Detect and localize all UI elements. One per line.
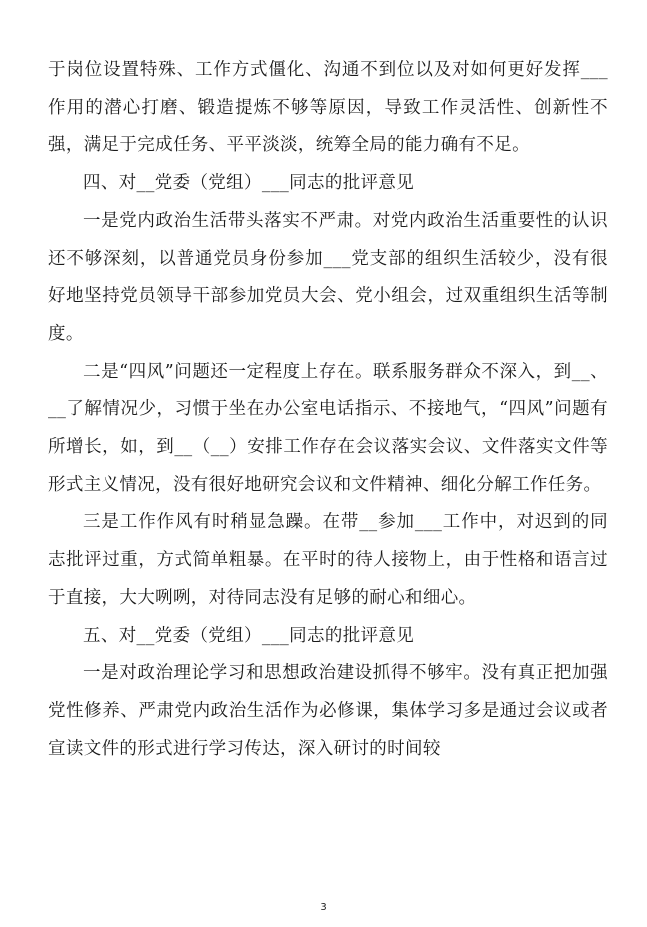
page-number: 3 xyxy=(320,902,327,913)
section-heading-four: 四、对__党委（党组）___同志的批评意见 xyxy=(83,173,415,194)
paragraph-political-study: 一是对政治理论学习和思想政治建设抓得不够牢。没有真正把加强党性修养、严肃党内政治生活作为必修课，集体学习多是通过会议或者宣读文件的形式进行学习传达，深入研讨的时间较 xyxy=(48,663,608,759)
paragraph-work-style: 三是工作作风有时稍显急躁。在带__参加___工作中，对迟到的同志批评过重，方式简单粗暴。在平时的待人接物上，由于性格和语言过于直接，大大咧咧，对待同志没有足够的耐心和细心。 xyxy=(48,512,608,608)
document-body xyxy=(48,52,608,768)
paragraph-four-winds: 二是“四风”问题还一定程度上存在。联系服务群众不深入，到__、__了解情况少，习惯于坐在办公室电话指示、不接地气，“四风”问题有所增长，如，到__（__）安排工作存在会议落实会议、文件落实文件等形式主义情况，没有很好地研究会议和文件精神、细化分解工作任务。 xyxy=(48,361,608,495)
paragraph-continuation: 于岗位设置特殊、工作方式僵化、沟通不到位以及对如何更好发挥___作用的潜心打磨、锻造提炼不够等原因，导致工作灵活性、创新性不强，满足于完成任务、平平淡淡，统筹全局的能力确有不足。 xyxy=(48,60,608,156)
paragraph-party-life: 一是党内政治生活带头落实不严肃。对党内政治生活重要性的认识还不够深刻，以普通党员身份参加___党支部的组织生活较少，没有很好地坚持党员领导干部参加党员大会、党小组会，过双重组织生活等制度。 xyxy=(48,210,608,344)
section-heading-five: 五、对__党委（党组）___同志的批评意见 xyxy=(83,625,415,646)
